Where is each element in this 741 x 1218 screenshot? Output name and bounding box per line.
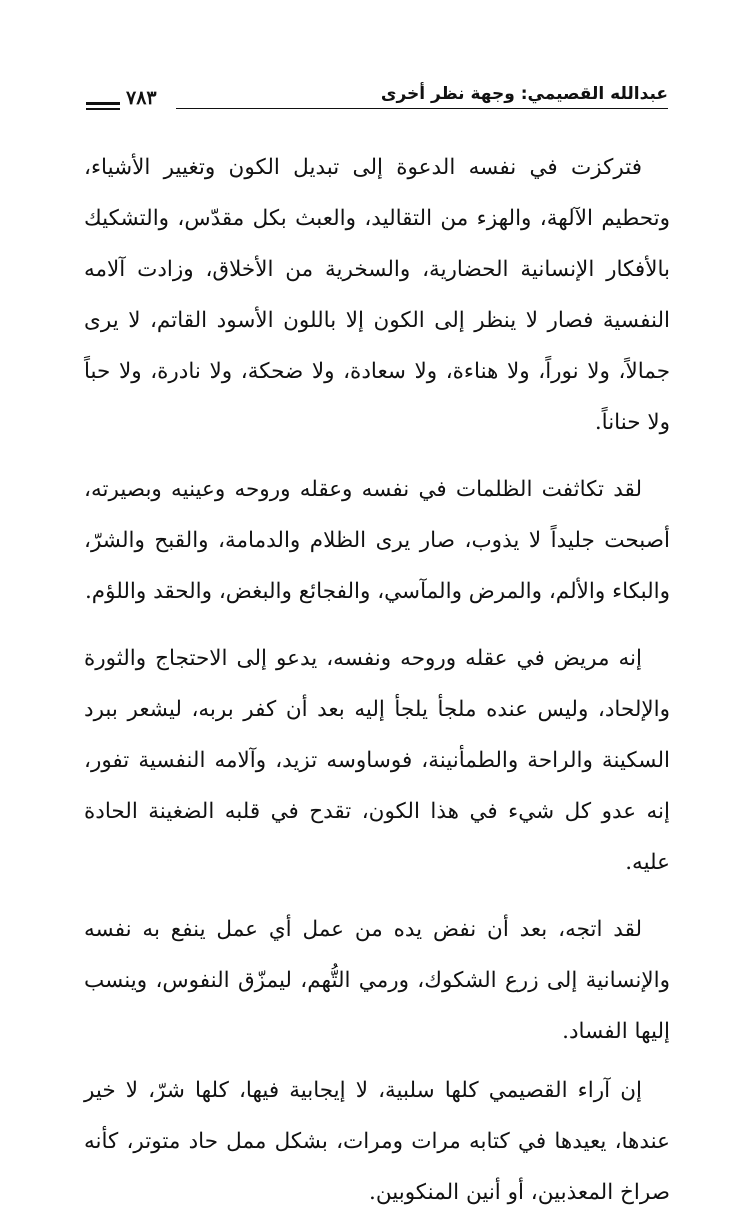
header-rule xyxy=(176,108,668,109)
body-text xyxy=(84,142,670,1218)
paragraph: إن آراء القصيمي كلها سلبية، لا إيجابية فيها، كلها شرّ، لا خير عندها، يعيدها في كتابه مرات ومرات، بشكل ممل حاد متوتر، كأنه صراخ المعذبين، أو أنين المنكوبين. xyxy=(84,1078,671,1205)
paragraph: لقد تكاثفت الظلمات في نفسه وعقله وروحه وعينيه وبصيرته، أصبحت جليداً لا يذوب، صار يرى الظلام والدمامة، والقبح والشرّ، والبكاء والألم، والمرض والمآسي، والفجائع والبغض، والحقد واللؤم. xyxy=(84,477,670,604)
page-number-dash-thin xyxy=(86,108,120,110)
paragraph: فتركزت في نفسه الدعوة إلى تبديل الكون وتغيير الأشياء، وتحطيم الآلهة، والهزء من التقاليد، والعبث بكل مقدّس، والتشكيك بالأفكار الإنسانية الحضارية، والسخرية من الأخلاق، وزادت آلامه النفسية فصار لا ينظر إلى الكون إلا باللون الأسود القاتم، لا يرى جمالاً، ولا نوراً، ولا هناءة، ولا سعادة، ولا ضحكة، ولا نادرة، ولا حباً ولا حناناً. xyxy=(84,155,670,435)
paragraph: إنه مريض في عقله وروحه ونفسه، يدعو إلى الاحتجاج والثورة والإلحاد، وليس عنده ملجأ يلجأ إليه بعد أن كفر بربه، ليشعر ببرد السكينة والراحة والطمأنينة، فوساوسه تزيد، وآلامه النفسية تفور، إنه عدو كل شيء في هذا الكون، تقدح في قلبه الضغينة الحادة عليه. xyxy=(84,646,670,875)
page-number: ٧٨٣ xyxy=(126,87,157,109)
running-title: عبدالله القصيمي: وجهة نظر أخرى xyxy=(380,84,668,104)
page-number-dash xyxy=(86,102,120,105)
paragraph: لقد اتجه، بعد أن نفض يده من عمل أي عمل ينفع به نفسه والإنسانية إلى زرع الشكوك، ورمي التُّهم، ليمزّق النفوس، وينسب إليها الفساد. xyxy=(84,917,670,1044)
page-header xyxy=(86,78,668,118)
